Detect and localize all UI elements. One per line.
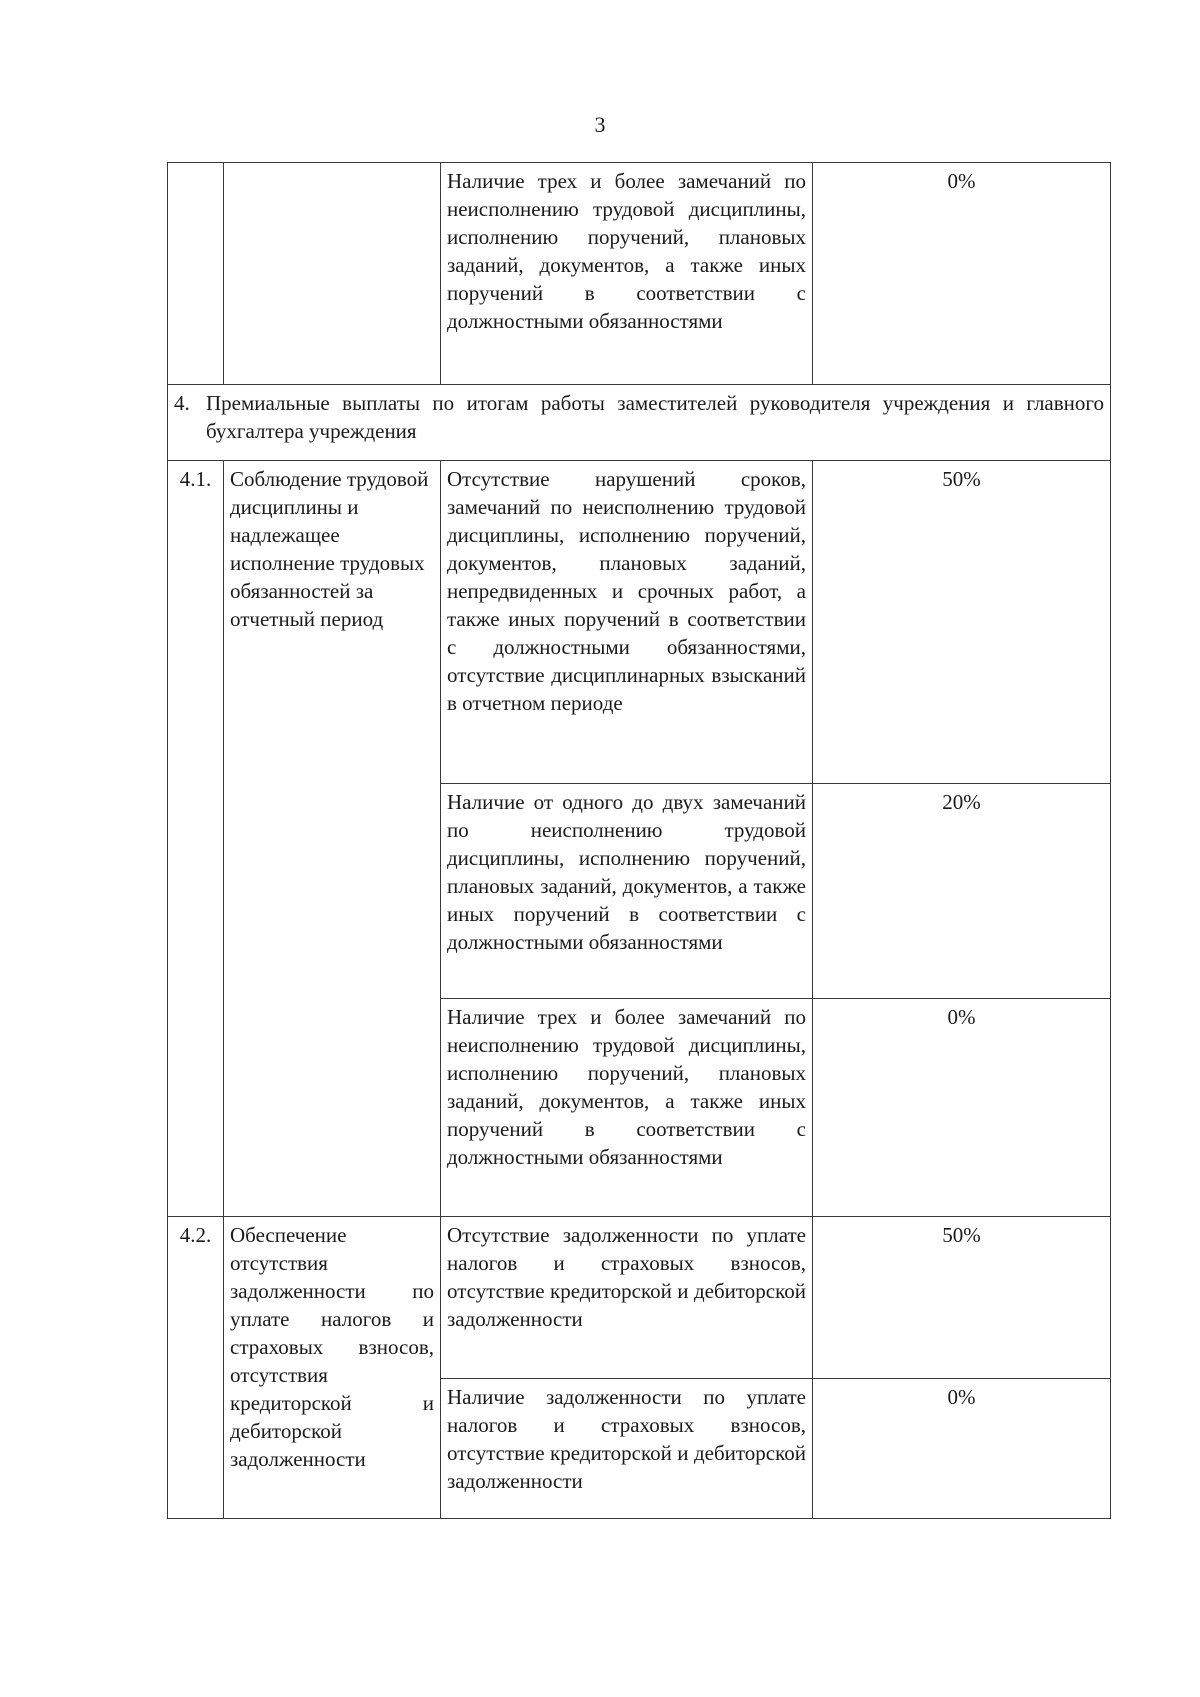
percent-cell: 0% — [813, 163, 1111, 385]
table-row — [168, 163, 1111, 385]
percent-cell: 50% — [813, 1217, 1111, 1379]
page-number: 3 — [594, 112, 606, 137]
item-criterion: Соблюдение трудовой дисциплины и надлежащее исполнение трудовых обязанностей за отчетный период — [224, 461, 441, 1217]
condition-cell: Отсутствие нарушений сроков, замечаний по неисполнению трудовой дисциплины, исполнению поручений, документов, плановых заданий, непредвиденных и срочных работ, а также иных поручений в соответствии с должностными обязанностями, отсутствие дисциплинарных взысканий в отчетном периоде — [441, 461, 813, 784]
item-number: 4.2. — [168, 1217, 224, 1519]
section-title: Премиальные выплаты по итогам работы заместителей руководителя учреждения и главного бухгалтера учреждения — [206, 391, 1104, 443]
percent-cell: 0% — [813, 1379, 1111, 1519]
premium-criteria-table — [167, 162, 1111, 1519]
section-number: 4. — [174, 391, 190, 415]
condition-cell: Наличие задолженности по уплате налогов и страховых взносов, отсутствие кредиторской и дебиторской задолженности — [441, 1379, 813, 1519]
section-heading-cell — [168, 385, 1111, 461]
table-row — [168, 461, 1111, 784]
item-criterion: Обеспечение отсутствия задолженности по уплате налогов и страховых взносов, отсутствия кредиторской и дебиторской задолженности — [224, 1217, 441, 1519]
percent-cell: 0% — [813, 999, 1111, 1217]
condition-cell: Наличие от одного до двух замечаний по неисполнению трудовой дисциплины, исполнению поручений, плановых заданий, документов, а также иных поручений в соответствии с должностными обязанностями — [441, 784, 813, 999]
condition-cell: Отсутствие задолженности по уплате налогов и страховых взносов, отсутствие кредиторской и дебиторской задолженности — [441, 1217, 813, 1379]
percent-cell: 50% — [813, 461, 1111, 784]
item-number: 4.1. — [168, 461, 224, 1217]
table-row — [168, 1217, 1111, 1379]
condition-cell: Наличие трех и более замечаний по неисполнению трудовой дисциплины, исполнению поручений, плановых заданий, документов, а также иных поручений в соответствии с должностными обязанностями — [441, 163, 813, 385]
section-heading-row — [168, 385, 1111, 461]
condition-cell: Наличие трех и более замечаний по неисполнению трудовой дисциплины, исполнению поручений, плановых заданий, документов, а также иных поручений в соответствии с должностными обязанностями — [441, 999, 813, 1217]
criterion-cell — [224, 163, 441, 385]
percent-cell: 20% — [813, 784, 1111, 999]
number-cell — [168, 163, 224, 385]
